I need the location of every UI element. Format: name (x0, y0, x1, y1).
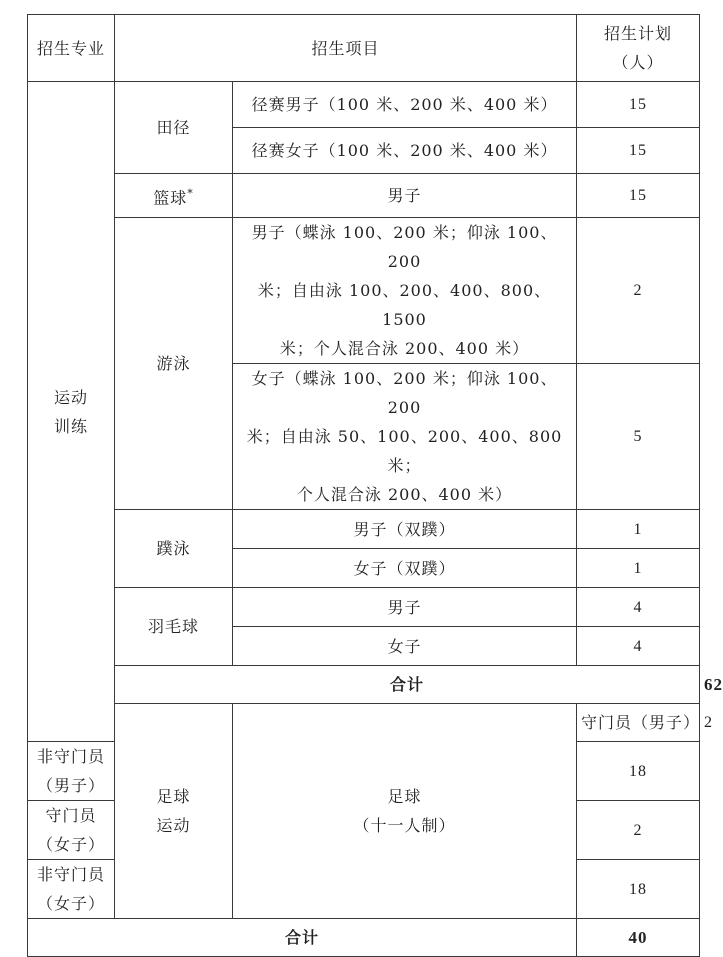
project-line1: 足球 (387, 787, 422, 806)
project-track: 田径 (115, 82, 233, 174)
item-line: 米；自由泳 50、100、200、400、800 米； (246, 427, 563, 475)
item-cell: 径赛女子（100 米、200 米、400 米） (233, 128, 577, 174)
count-cell: 18 (577, 860, 700, 919)
project-line2: （十一人制） (353, 816, 456, 835)
table-row (28, 510, 700, 549)
item-line: 男子（蝶泳 100、200 米；仰泳 100、200 (251, 223, 558, 271)
major-line2: 运动 (156, 816, 191, 835)
total-label: 合计 (28, 919, 577, 957)
major-football (115, 704, 233, 919)
table-header-row (28, 15, 700, 82)
major-line1: 足球 (156, 787, 191, 806)
project-basketball (115, 174, 233, 218)
count-cell: 5 (577, 364, 700, 510)
header-plan-line2: （人） (612, 53, 664, 72)
count-cell: 1 (577, 510, 700, 549)
item-cell: 非守门员（男子） (28, 742, 115, 801)
header-plan-line1: 招生计划 (604, 24, 673, 43)
item-line: 米；个人混合泳 200、400 米） (279, 339, 530, 358)
item-cell: 男子 (233, 174, 577, 218)
project-finswimming: 蹼泳 (115, 510, 233, 588)
table-row: 足球 运动 足球 （十一人制） 守门员（男子） 2 (28, 704, 700, 742)
item-cell: 男子 (233, 588, 577, 627)
item-line: 个人混合泳 200、400 米） (296, 485, 513, 504)
count-cell: 2 (577, 218, 700, 364)
item-line: 米；自由泳 100、200、400、800、1500 (257, 281, 552, 329)
total-row: 合计 62 (28, 666, 700, 704)
count-cell: 2 (577, 801, 700, 860)
basketball-mark: * (187, 186, 194, 200)
total-row (28, 919, 700, 957)
item-cell-multiline (233, 364, 577, 510)
major-line2: 训练 (53, 416, 88, 436)
project-football (233, 704, 577, 919)
count-cell: 18 (577, 742, 700, 801)
header-major-text: 招生专业 (36, 38, 105, 58)
item-cell: 女子 (233, 627, 577, 666)
header-item (115, 15, 577, 82)
header-major (28, 15, 115, 82)
item-line: 女子（蝶泳 100、200 米；仰泳 100、200 (251, 369, 558, 417)
project-swimming: 游泳 (115, 218, 233, 510)
item-cell: 男子（双蹼） (233, 510, 577, 549)
count-cell: 1 (577, 549, 700, 588)
count-cell: 15 (577, 82, 700, 128)
basketball-label: 篮球 (153, 188, 188, 208)
total-label: 合计 (115, 666, 700, 704)
total-value: 40 (577, 919, 700, 957)
item-cell: 非守门员（女子） (28, 860, 115, 919)
table-row (28, 174, 700, 218)
table-row (28, 218, 700, 364)
count-cell: 15 (577, 174, 700, 218)
major-sports-training (28, 82, 115, 742)
header-item-text: 招生项目 (311, 38, 380, 58)
enrollment-plan-table (27, 14, 723, 957)
major-line1: 运动 (53, 387, 88, 407)
item-cell: 守门员（女子） (28, 801, 115, 860)
count-cell: 15 (577, 128, 700, 174)
project-badminton: 羽毛球 (115, 588, 233, 666)
table-row (28, 82, 700, 128)
table-row (28, 588, 700, 627)
header-plan (577, 15, 700, 82)
item-cell: 守门员（男子） (577, 704, 700, 742)
count-cell: 4 (577, 588, 700, 627)
item-cell: 女子（双蹼） (233, 549, 577, 588)
item-cell: 径赛男子（100 米、200 米、400 米） (233, 82, 577, 128)
item-cell-multiline (233, 218, 577, 364)
count-cell: 4 (577, 627, 700, 666)
